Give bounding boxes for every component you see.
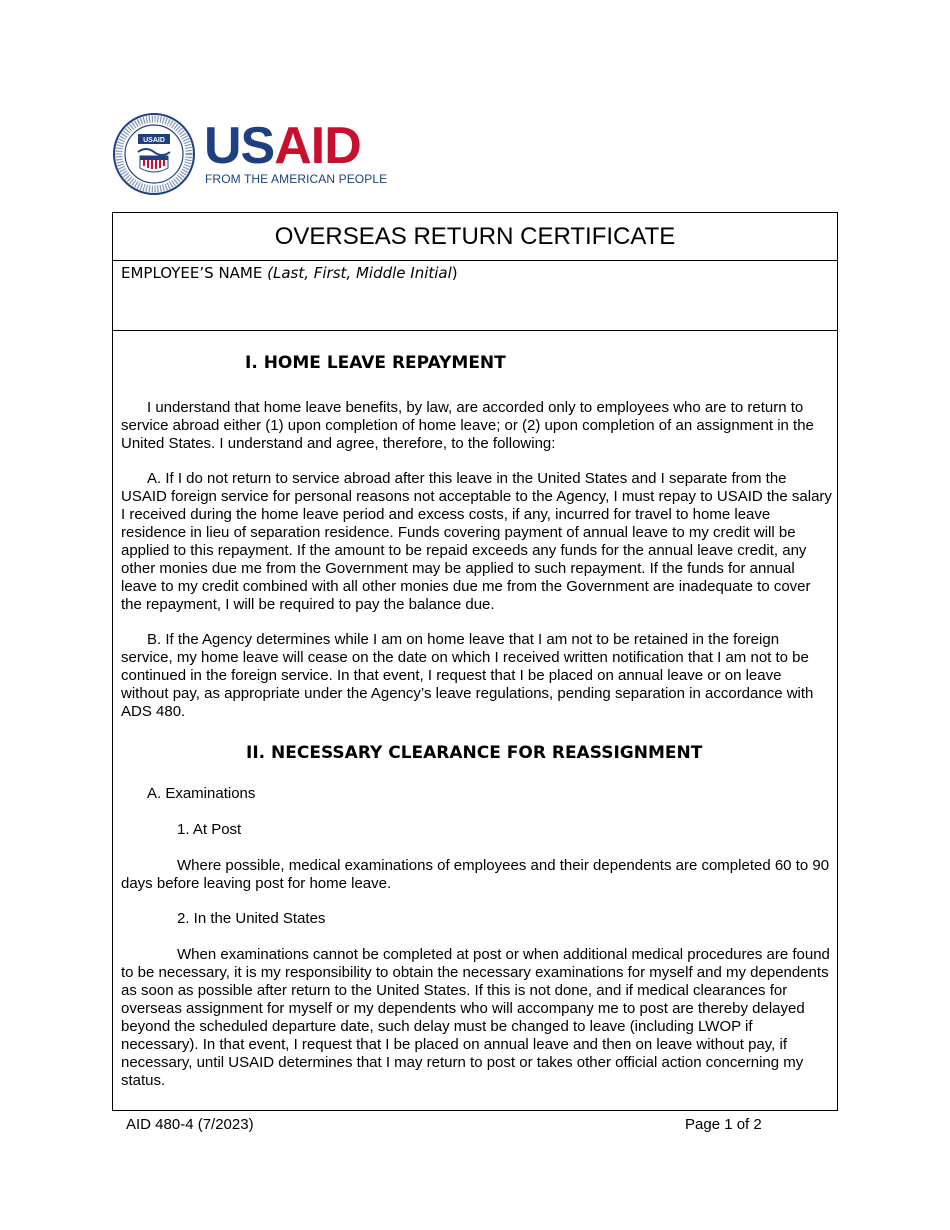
page-number: Page 1 of 2 (685, 1116, 762, 1133)
usaid-logo (112, 112, 402, 198)
employee-name-label: EMPLOYEE’S NAME (121, 264, 268, 282)
section-2-sub-1: 1. At Post (177, 821, 242, 838)
employee-name-field[interactable]: EMPLOYEE’S NAME (Last, First, Middle Initial) (113, 261, 837, 331)
section-1-para-a: A. If I do not return to service abroad after this leave in the United States and I separate from the USAID foreign service for personal reasons not acceptable to the Agency, I must repay to USAID the salary I received during the home leave period and excess costs, if any, incurred for travel to home leave residence in lieu of separation residence. Funds covering payment of annual leave to my credit will be applied to this repayment. If the amount to be repaid exceeds any funds for the annual leave credit, any other monies due me from the Government may be applied to such repayment. If the funds for annual leave to my credit combined with all other monies due me from the Government are inadequate to cover the repayment, I will be required to pay the balance due. (121, 470, 832, 613)
form-id: AID 480-4 (7/2023) (126, 1116, 254, 1133)
employee-name-hint: (Last, First, Middle Initial (267, 264, 452, 282)
section-2-para-2: When examinations cannot be completed at post or when additional medical procedures are found to be necessary, it is my responsibility to obtain the necessary examinations for myself and my dependents as soon as possible after return to the United States. If this is not done, and if medical clearances for overseas assignment for myself or my dependents who will accompany me to post are thereby delayed beyond the scheduled departure date, such delay must be changed to leave (including LWOP if necessary). In that event, I request that I be placed on annual leave and then on leave without pay, if necessary, until USAID determines that I may return to post or takes other official action concerning my status. (121, 946, 830, 1089)
seal-badge: USAID (143, 137, 165, 144)
section-2-para-1: Where possible, medical examinations of employees and their dependents are completed 60 to 90 days before leaving post for home leave. (121, 857, 830, 892)
form-title: OVERSEAS RETURN CERTIFICATE (113, 213, 837, 261)
section-1-para-b: B. If the Agency determines while I am on home leave that I am not to be retained in the foreign service, my home leave will cease on the date on which I received written notification that I am not to be continued in the foreign service. In that event, I request that I be placed on annual leave or on leave without pay, as appropriate under the Agency’s leave regulations, pending separation in accordance with ADS 480. (121, 631, 814, 720)
usaid-tagline: FROM THE AMERICAN PEOPLE (205, 172, 388, 186)
usaid-wordmark: USAID (204, 117, 361, 175)
usaid-seal-icon (112, 112, 196, 196)
section-2-sub-a: A. Examinations (147, 785, 256, 802)
form-frame (112, 212, 838, 1111)
section-2-heading: II. NECESSARY CLEARANCE FOR REASSIGNMENT (246, 743, 703, 763)
section-2-sub-2: 2. In the United States (177, 910, 326, 927)
section-1-heading: I. HOME LEAVE REPAYMENT (245, 353, 506, 373)
section-1-intro: I understand that home leave benefits, by law, are accorded only to employees who are to return to service abroad either (1) upon completion of home leave; or (2) upon completion of an assignment in the United States. I understand and agree, therefore, to the following: (121, 399, 814, 452)
